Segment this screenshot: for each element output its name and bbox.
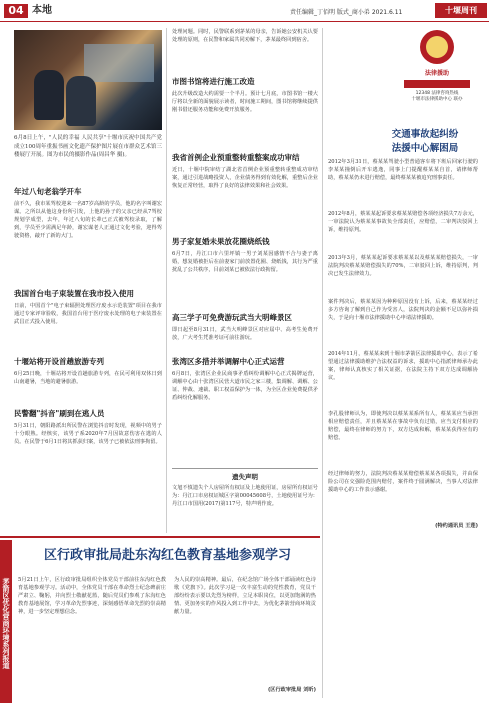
logo-subtext: 12348 法律咨询热线 十堰市法律援助中心 联办 <box>411 91 463 102</box>
article-body: 5月31日，朝阳路派出所民警在浏览抖音时发现，视频中的男子十分眼熟。经核实，该男子系2020年7月因故意伤害在逃的人员。在民警于6月1日将其抓获归案，该男子已被依法刑事拘留。 <box>14 423 162 445</box>
page-header <box>0 0 489 20</box>
headline: 市图书馆将进行施工改造 <box>172 77 255 86</box>
logo-text: 法律援助 <box>424 70 449 77</box>
article-body: 处理问题。同时，民警联系到茅某的母亲，告诉她公安机关认要处理的原则，在民警和家属共同劝解下，茅某最终回到宿舍。 <box>172 29 318 43</box>
photo-figure <box>34 70 64 120</box>
article-paragraph: 经过律师的努力，法院判决蔡某某赔偿蔡某某各项损失，并由保险公司在交强险范围内赔付，案件终于圆满解决，当事人对法律援助中心的工作表示感谢。 <box>328 471 478 493</box>
article-body: 6月7日，丹江口市六里坪镇一男子刘某因感情不合与妻子离婚，想复婚被拒后在前妻家门前放置花圈、烧纸钱，其行为严重扰乱了公共秩序，目前刘某已被依法行政拘留。 <box>172 251 318 273</box>
article-paragraph: 李孔股律师认为，即使判决以蔡某某系所有人，蔡某某应当承担相应赔偿责任，并且蔡某某在事故中负有过错，应当支付相应的赔偿，最终在律师的努力下，双方达成和解，蔡某某获得应有的赔偿。 <box>328 411 478 441</box>
lost-notice <box>172 468 318 524</box>
bottom-body: 为人民的崇高精神。最后，在纪念馆广场全体干部诵读红色诗歌《党旗下》。此次学习是一次丰富生动的党性教育，党员干部纷纷表示要以先烈为榜样，立足本职岗位，以更加饱满的热情、更加务实的作风投入到工作中去，为优化茅箭营商环境贡献力量。 <box>174 577 316 615</box>
notice-title: 遗失声明 <box>232 473 258 481</box>
series-label: 茅箭区优化营商环境系列报道 <box>0 540 12 703</box>
legal-article <box>328 158 478 529</box>
article-body: 6月8日，张湾区企业民商事矛盾纠纷调解中心正式揭牌运营，调解中心由十张湾区民营大道市民之家三楼，集调解、调解、公证、仲裁、速裁、职工权益保护为一体，为全区企业免费提供矛盾纠纷化解服务。 <box>172 371 318 401</box>
byline: (区行政审批局 刘昕) <box>267 687 316 693</box>
section-rule <box>0 536 320 538</box>
article-paragraph: 2012年3月31日，蔡某某驾驶小型普通客车将下班后回家行驶的李某某撞倒后开车逃逸，同事上门提醒蔡某某自首，请律师帮助，蔡某某仍未进行赔偿，最终蔡某某被追究刑事责任。 <box>328 159 478 181</box>
byline: (特约通讯员 王莲) <box>435 523 478 529</box>
headline: 高三学子可免费游玩武当大明峰景区 <box>172 313 292 322</box>
page-number: 04 <box>4 4 28 18</box>
column-1 <box>14 182 162 478</box>
headline: 年过八旬老翁学开车 <box>14 187 82 196</box>
brand-badge: 十堰周刊 <box>435 3 487 18</box>
article-body: 日前，中国首个"电子束辐照处理医疗废水示范装置"项目在我市通过专家评审验收，我国首台用于医疗废水处理的电子束装置在武昌正式投入使用。 <box>14 303 162 325</box>
notice-body: 文旭不慎遗失个人房屋所有权证及上地使用证，房屋所有权证号为：丹江口市房权证城区字第00045608号，土地使用证号为：丹江口市国用(2017)第117号，特声明作废。 <box>172 485 318 507</box>
column-2 <box>172 28 318 418</box>
article-body: 此次升级改造大约需要一个半月。预计七月底，市图书馆一楼大厅将以全新的面貌展示读者，时间施工期间，图书馆将继续提供刚书借还服务功能和免费开放服务。 <box>172 91 318 113</box>
headline: 我国首台电子束装置在我市投入使用 <box>14 289 134 298</box>
article-body: 即日起至8月31日，武当大明峰景区对应届中、高考生免费开放，广大考生凭准考证可前往游玩。 <box>172 327 318 341</box>
article-paragraph: 案件判决后，蔡某某因为种种原因没有上诉，后来，蔡某某经过多方咨询了解到自己作为受害人，法院判决的金额不足以弥补损失，于是向十堰市法律援助中心申请法律援助。 <box>328 299 478 321</box>
section-name: 本地 <box>32 5 52 16</box>
article-body: 前不久，我市某驾校迎来一名87岁高龄的学员，他的名字叫谢宏谋。之所以从他这身份所引发，上他的孙子的父亲已经从7驾校规划学成型，去年，年过八旬的长辈已正式被驾校录取，了解到，学员至少需满足年龄，谢宏谋老人正通过文化考验，迎得驾驶资格，敲开了新的大门。 <box>14 201 162 239</box>
headline: 男子家复婚未果放花圈烧纸钱 <box>172 237 270 246</box>
logo-band <box>404 80 470 88</box>
article-body: 近日，十堰中院审结了湖北省首例企业预重整转重整成功审结案，通过引进战略投资人，企业债务得到有效化解，重整后企业恢复正常经营，取得了良好的法律效果和社会效果。 <box>172 167 318 189</box>
column-divider <box>322 28 323 698</box>
legal-aid-logo <box>404 30 470 102</box>
news-photo <box>14 30 162 130</box>
article-title: 交通事故起纠纷 法援中心解困局 <box>391 129 459 154</box>
emblem-icon <box>426 36 448 58</box>
article-paragraph: 2012年8月，蔡某某起诉要求蔡某某赔偿各项经济损失7万余元，一审法院认为蔡某某事故负全部责任，应赔偿，二审判决驳回上诉，维持原判。 <box>328 211 478 233</box>
headline: 我省首例企业预重整转重整案成功审结 <box>172 153 300 162</box>
headline: 张湾区多措并举调解中心正式运营 <box>172 357 285 366</box>
photo-screen <box>84 44 154 82</box>
headline: 十堰站将开设首趟旅游专列 <box>14 357 104 366</box>
column-divider <box>166 28 167 533</box>
header-rule <box>0 21 489 22</box>
headline: 民警翻"抖音"刷到在逃人员 <box>14 409 105 418</box>
article-paragraph: 2013年3月，蔡某某起诉要求蔡某某以及蔡某某赔偿损失，一审法院判决蔡某某赔偿损失的70%，二审驳回上诉，维持原判，判决已发生法律效力。 <box>328 255 478 277</box>
photo-caption: 6月8日上午，"人民的幸福 人民共享"十堰市庆祝中国共产党成立100周年重振书画文化遗产保护图片展在市群众艺术馆三楼展厅开展。图为市民的摄影作品(周昌华 摄)。 <box>14 135 162 158</box>
bottom-headline: 区行政审批局赴东沟红色教育基地参观学习 <box>44 548 292 563</box>
article-paragraph: 2014年11月，蔡某某来到十堰市茅箭区法律援助中心，表示了希望通过法律援助维护合法权益的诉求，援助中心指派律师承办此案，律师认真核实了相关证据，在法院主持下双方达成调解协议。 <box>328 351 478 381</box>
header-meta: 责任编辑_丁佰明 版式_商小弟 2021.6.11 <box>290 9 403 16</box>
photo-figure <box>66 76 96 126</box>
bottom-body: 5月21日上午，区行政审批局组织全体党员干部前往东沟红色教育基地参观学习。活动中，全体党员干部在革命烈士纪念碑前庄严肃立、鞠躬，并向烈士敬献花篮，随后党员们参观了东沟红色教育基地展馆，学习革命先烈事迹，深刻感悟革命先烈的崇高精神，进一步坚定理想信念。 <box>18 577 166 615</box>
article-body: 6月25日晚，十堰站将开设首趟旅游专列，在民可利用双休日到山南避暑，当地的避暑旅游。 <box>14 371 162 385</box>
